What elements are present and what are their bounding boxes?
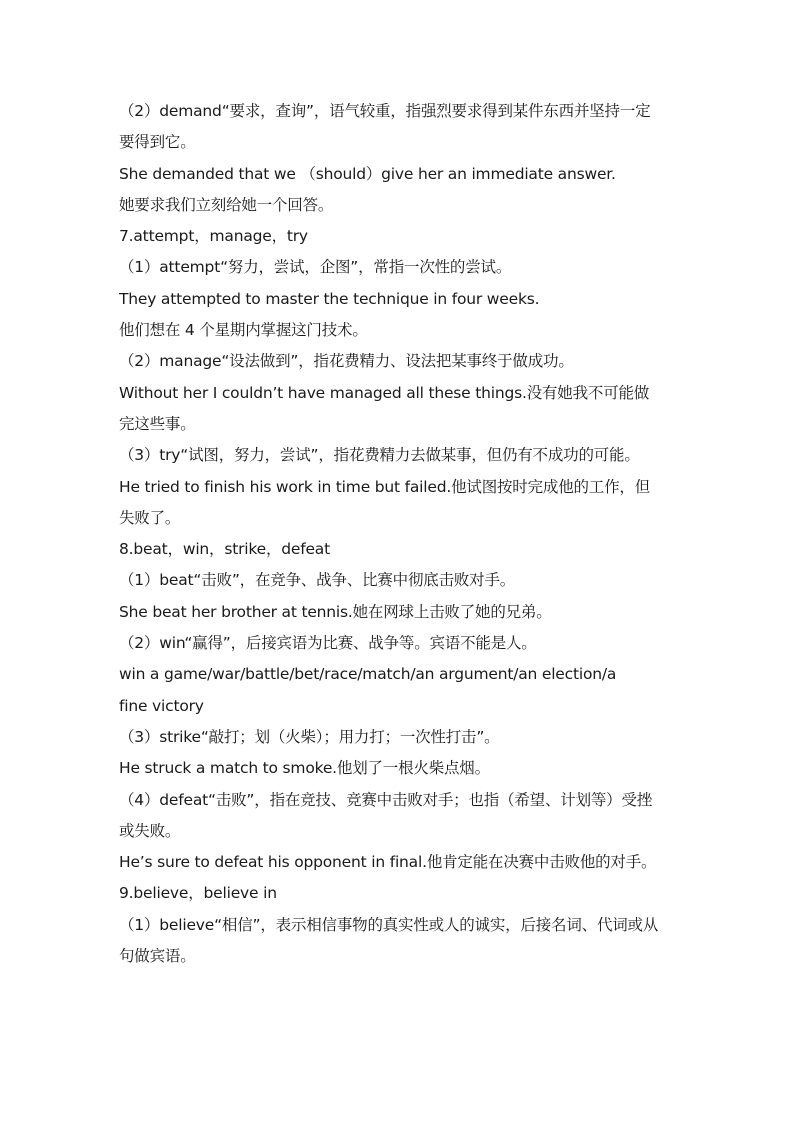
example-demand-en: She demanded that we （should）give her an immediate answer. [119, 164, 616, 183]
text-line-strike-def: （3）strike“敲打；划（火柴）；用力打；一次性打击”。 [119, 727, 500, 746]
section-heading-9: 9.believe，believe in [119, 884, 277, 903]
example-manage: Without her I couldn’t have managed all these things.没有她我不可能做 [119, 383, 650, 402]
text-line-manage-def: （2）manage“设法做到”，指花费精力、设法把某事终于做成功。 [119, 352, 574, 371]
example-strike: He struck a match to smoke.他划了一根火柴点烟。 [119, 759, 490, 778]
text-line-defeat-def-cont: 或失败。 [119, 821, 181, 840]
example-beat: She beat her brother at tennis.她在网球上击败了她的兄弟。 [119, 602, 552, 621]
text-line-attempt-def: （1）attempt“努力，尝试，企图”，常指一次性的尝试。 [119, 258, 512, 277]
example-defeat: He’s sure to defeat his opponent in final.他肯定能在决赛中击败他的对手。 [119, 853, 657, 872]
text-line-beat-def: （1）beat“击败”，在竞争、战争、比赛中彻底击败对手。 [119, 571, 516, 590]
example-attempt-zh: 他们想在 4 个星期内掌握这门技术。 [119, 321, 368, 340]
text-line-win-def: （2）win“赢得”，后接宾语为比赛、战争等。宾语不能是人。 [119, 634, 537, 653]
text-line-believe-def: （1）believe“相信”，表示相信事物的真实性或人的诚实，后接名词、代词或从 [119, 915, 659, 934]
example-win-cont: fine victory [119, 696, 204, 715]
text-line-believe-def-cont: 句做宾语。 [119, 947, 196, 966]
text-line-demand-def-cont: 要得到它。 [119, 133, 196, 152]
example-manage-cont: 完这些事。 [119, 414, 196, 433]
text-line-try-def: （3）try“试图，努力，尝试”，指花费精力去做某事，但仍有不成功的可能。 [119, 446, 640, 465]
example-attempt-en: They attempted to master the technique in four weeks. [119, 289, 540, 308]
text-line-defeat-def: （4）defeat“击败”，指在竞技、竞赛中击败对手；也指（希望、计划等）受挫 [119, 790, 653, 809]
example-win: win a game/war/battle/bet/race/match/an argument/an election/a [119, 665, 617, 684]
document-body [119, 96, 689, 972]
section-heading-8: 8.beat，win，strike，defeat [119, 540, 330, 559]
example-demand-zh: 她要求我们立刻给她一个回答。 [119, 195, 334, 214]
text-line-demand-def: （2）demand“要求，查询”，语气较重，指强烈要求得到某件东西并坚持一定 [119, 102, 651, 120]
example-try: He tried to finish his work in time but failed.他试图按时完成他的工作，但 [119, 477, 650, 496]
section-heading-7: 7.attempt，manage，try [119, 227, 308, 246]
example-try-cont: 失败了。 [119, 508, 181, 527]
